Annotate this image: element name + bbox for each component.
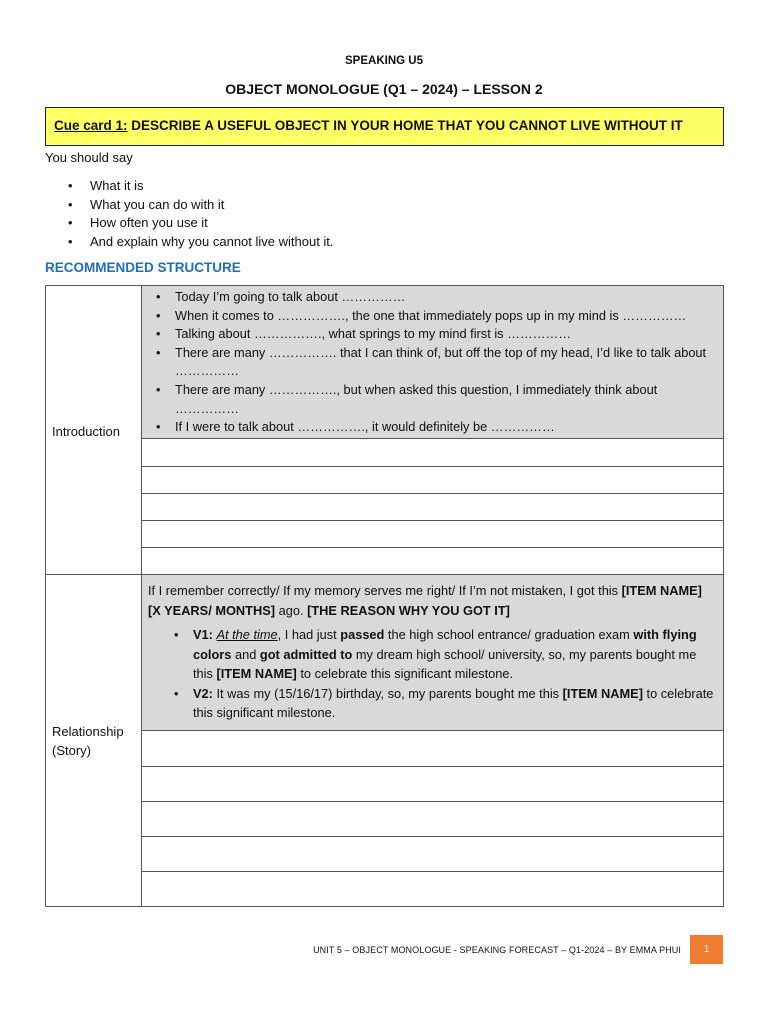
blank-line [142,547,723,548]
prompt-item: • And explain why you cannot live without it. [68,233,334,252]
story-variants [148,625,715,723]
cue-card-label: Cue card 1: [54,118,128,133]
story-variant-1: • V1: At the time, I had just passed the high school entrance/ graduation exam with flying colors and got admitted to my dream high school/ university, so, my parents bought me this [ITEM NAME] to celebrate this significant milestone. [172,625,715,684]
blank-line [142,466,723,467]
intro-line: • When it comes to ……………., the one that immediately pops up in my mind is …………… [152,307,715,326]
intro-line: • There are many ……………. that I can think of, but off the top of my head, I’d like to talk about …………… [152,344,715,381]
page-title: OBJECT MONOLOGUE (Q1 – 2024) – LESSON 2 [225,81,543,97]
intro-line: • Today I’m going to talk about …………… [152,288,715,307]
introduction-list [142,286,723,437]
prompt-item: • What you can do with it [68,196,334,215]
prompt-item: • What it is [68,177,334,196]
relationship-samples-cell [142,575,723,731]
you-should-say: You should say [45,150,133,165]
relationship-label: Relationship (Story) [52,724,124,758]
cue-card-box [45,107,724,146]
page-footer: UNIT 5 – OBJECT MONOLOGUE - SPEAKING FORECAST – Q1-2024 – BY EMMA PHUI [313,945,681,955]
structure-table [45,285,724,907]
story-intro: If I remember correctly/ If my memory serves me right/ If I’m not mistaken, I got this [ITEM NAME] [X YEARS/ MONTHS] ago. [THE REASON WHY YOU GOT IT] [148,583,702,618]
intro-line: • If I were to talk about ……………., it would definitely be …………… [152,418,715,437]
recommended-structure-heading: RECOMMENDED STRUCTURE [45,260,241,275]
blank-line [142,766,723,767]
introduction-samples-cell [142,286,723,439]
prompt-item: • How often you use it [68,214,334,233]
cue-card-text: DESCRIBE A USEFUL OBJECT IN YOUR HOME THAT YOU CANNOT LIVE WITHOUT IT [127,118,683,133]
story-variant-2: • V2: It was my (15/16/17) birthday, so, my parents bought me this [ITEM NAME] to celebrate this significant milestone. [172,684,715,723]
blank-line [142,836,723,837]
page-number: 1 [690,935,723,964]
blank-line [142,801,723,802]
blank-line [142,871,723,872]
blank-line [142,520,723,521]
prompt-list [68,177,334,251]
intro-line: • Talking about ……………., what springs to my mind first is …………… [152,325,715,344]
blank-line [142,493,723,494]
intro-line: • There are many ……………., but when asked this question, I immediately think about …………… [152,381,715,418]
unit-heading: SPEAKING U5 [345,55,423,67]
introduction-label: Introduction [52,424,120,439]
